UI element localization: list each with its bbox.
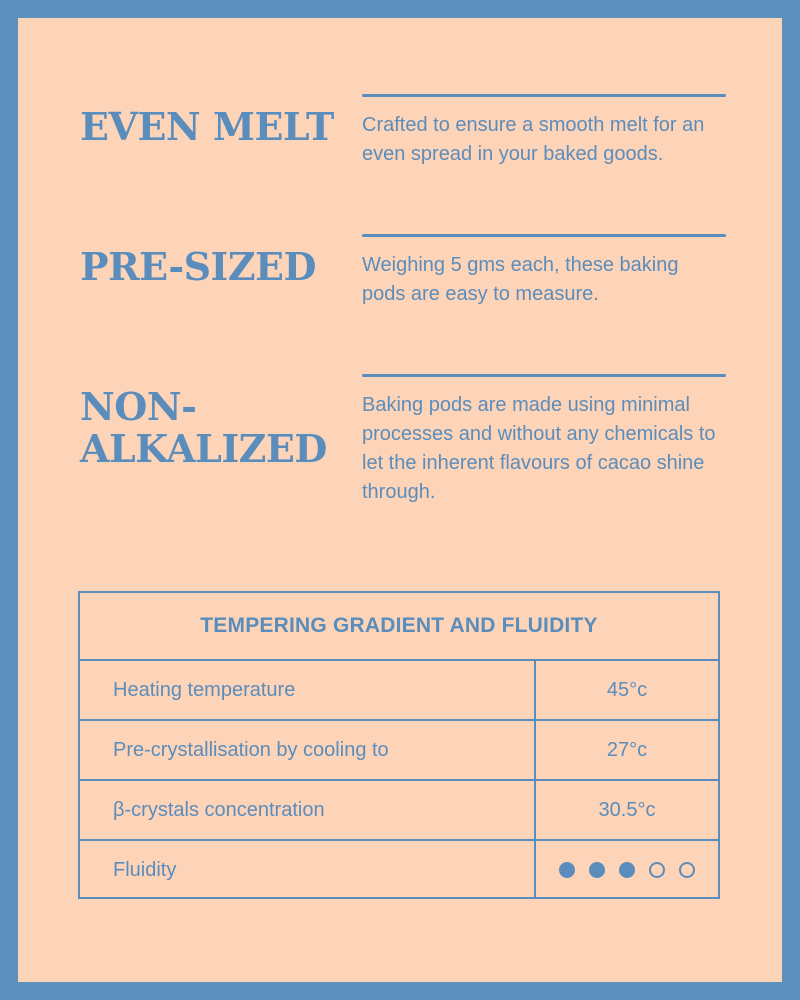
- feature-divider: [362, 374, 726, 377]
- feature-title-line-2: ALKALIZED: [80, 426, 327, 471]
- feature-description: Baking pods are made using minimal processes and without any chemicals to let the inherent flavours of cacao shine through.: [362, 394, 716, 503]
- row-label: Heating temperature: [113, 679, 296, 701]
- feature-description: Crafted to ensure a smooth melt for an even spread in your baked goods.: [362, 114, 705, 165]
- row-value: 27°c: [606, 739, 648, 761]
- table-row-cooling: [80, 721, 718, 781]
- feature-title-line-1: NON-: [80, 384, 197, 429]
- feature-title: EVEN MELT: [80, 104, 334, 149]
- feature-divider: [362, 234, 726, 237]
- row-label: β-crystals concentration: [113, 799, 325, 821]
- feature-description: Weighing 5 gms each, these baking pods are easy to measure.: [362, 254, 679, 305]
- row-value: 45°c: [606, 679, 648, 701]
- row-label: Pre-crystallisation by cooling to: [113, 739, 389, 761]
- rating-dot-filled: [559, 862, 575, 878]
- table-row-heating: [80, 661, 718, 721]
- feature-title: PRE-SIZED: [80, 244, 316, 289]
- row-label: Fluidity: [113, 859, 177, 881]
- tempering-table: [78, 591, 720, 899]
- fluidity-rating: [536, 841, 718, 899]
- rating-dot-filled: [589, 862, 605, 878]
- table-title: TEMPERING GRADIENT AND FLUIDITY: [80, 593, 718, 661]
- feature-title: [80, 386, 350, 470]
- rating-dot-empty: [649, 862, 665, 878]
- table-row-crystals: [80, 781, 718, 841]
- table-row-fluidity: [80, 841, 718, 899]
- row-value: 30.5°c: [598, 799, 656, 821]
- feature-divider: [362, 94, 726, 97]
- product-info-card: [18, 18, 782, 982]
- rating-dot-empty: [679, 862, 695, 878]
- rating-dot-filled: [619, 862, 635, 878]
